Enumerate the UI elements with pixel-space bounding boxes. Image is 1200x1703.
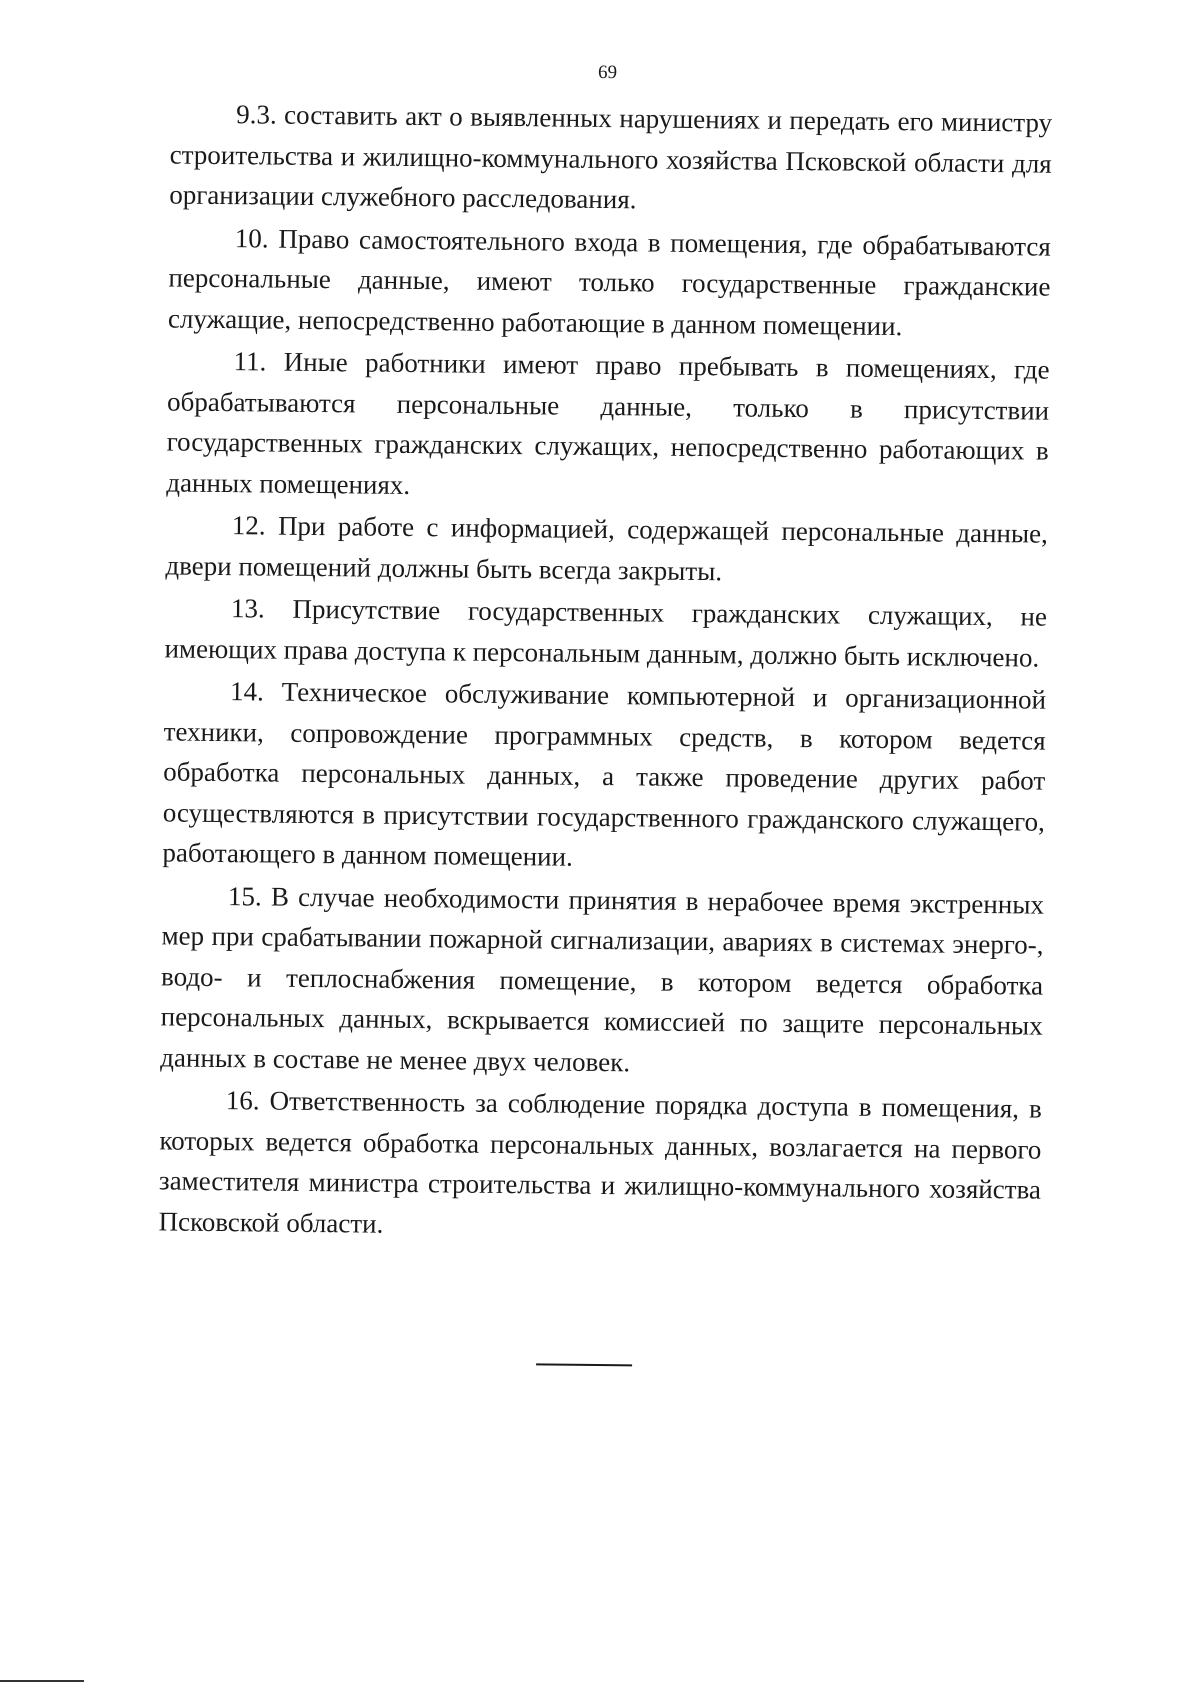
paragraph-13: 13. Присутствие государственных гражданских служащих, не имеющих права доступа к персональным данным, должно быть исключено. <box>164 593 1048 673</box>
document-body <box>158 93 1052 1252</box>
paragraph-11: 11. Иные работники имеют право пребывать в помещениях, где обрабатываются персональные данные, только в присутствии государственных гражданских служащих, непосредственно работающих в данных помещениях. <box>166 346 1050 500</box>
paragraph-12: 12. При работе с информацией, содержащей персональные данные, двери помещений должны быть всегда закрыты. <box>165 510 1048 586</box>
page-number: 69 <box>598 61 618 84</box>
scan-edge-mark <box>0 1680 84 1682</box>
paragraph-10: 10. Право самостоятельного входа в помещения, где обрабатываются персональные данные, имеют только государственные гражданские служащие, непосредственно работающие в данном помещении. <box>167 222 1051 341</box>
paragraph-14: 14. Техническое обслуживание компьютерной и организационной техники, сопровождение программных средств, в котором ведется обработка персональных данных, а также проведение других работ осуществляются в присутствии государственного гражданского служащего, работающего в данном помещении. <box>162 676 1047 872</box>
paragraph-9-3: 9.3. составить акт о выявленных нарушениях и передать его министру строительства и жилищно-коммунального хозяйства Псковской области для организации служебного расследования. <box>169 99 1053 215</box>
end-of-document-rule <box>536 1363 632 1366</box>
paragraph-16: 16. Ответственность за соблюдение порядка доступа в помещения, в которых ведется обработка персональных данных, возлагается на первого заместителя министра строительства и жилищно-коммунального хозяйства Псковской области. <box>158 1085 1042 1239</box>
paragraph-15: 15. В случае необходимости принятия в нерабочее время экстренных мер при срабатывании пожарной сигнализации, авариях в системах энерго-, водо- и теплоснабжения помещение, в котором ведется обработка персональных данных, вскрывается комиссией по защите персональных данных в составе не менее двух человек. <box>160 880 1045 1077</box>
